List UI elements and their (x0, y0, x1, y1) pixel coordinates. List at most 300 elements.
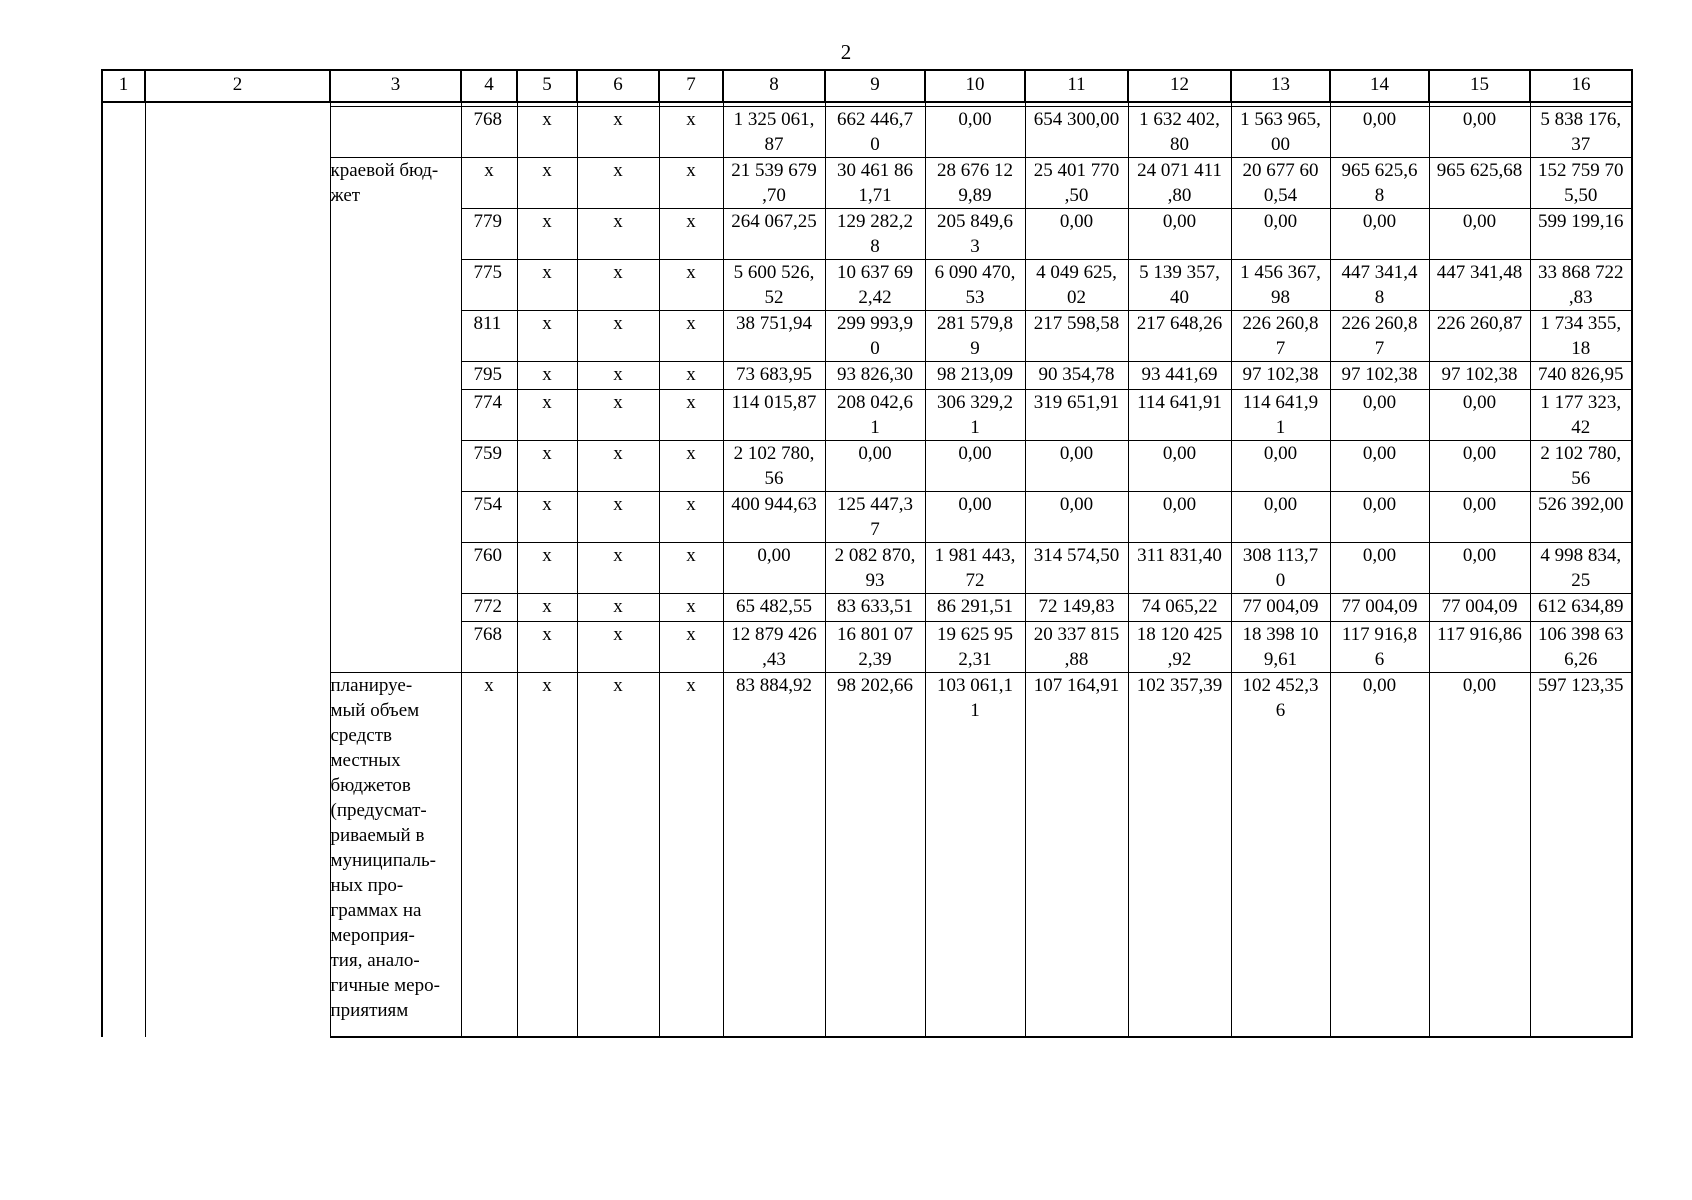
cell-text-line: 0,00 (1362, 392, 1397, 413)
cell-text-line: 18 120 425 (1136, 624, 1223, 645)
cell-text-line: 12 879 426 (731, 624, 817, 645)
mark-cell: x (577, 260, 659, 311)
value-cell (825, 107, 925, 158)
cell-text-line: 2 102 780, (1540, 443, 1622, 464)
cell-text-line: 1 (970, 417, 980, 438)
value-cell (1025, 492, 1128, 543)
value-cell (723, 622, 825, 673)
code-cell: 774 (461, 390, 517, 441)
cell-text-line: 98 213,09 (937, 364, 1013, 385)
mark-cell: x (517, 441, 577, 492)
cell-text-line: 56 (764, 468, 784, 489)
value-cell (1025, 209, 1128, 260)
value-cell (1429, 622, 1530, 673)
value-cell (925, 492, 1025, 543)
mark-cell: x (517, 209, 577, 260)
value-cell (1429, 158, 1530, 209)
cell-text-line: 18 (1571, 338, 1591, 359)
cell-text-line: 0 (1275, 570, 1286, 591)
cell-text-line: граммах на (330, 900, 422, 921)
column-number: 3 (330, 70, 461, 102)
cell-text-line: риваемый в (330, 825, 425, 846)
value-cell (1128, 362, 1231, 390)
value-cell (825, 260, 925, 311)
value-cell (1530, 441, 1632, 492)
value-cell (1128, 158, 1231, 209)
column-number: 8 (723, 70, 825, 102)
cell-text-line: 77 004,09 (1441, 596, 1518, 617)
cell-text-line: 319 651,91 (1033, 392, 1120, 413)
cell-text-line: 0,00 (1362, 545, 1397, 566)
cell-text-line: 65 482,55 (736, 596, 812, 617)
mark-cell: x (577, 158, 659, 209)
cell-text-line: 106 398 63 (1538, 624, 1624, 645)
cell-text-line: 8 (870, 236, 880, 257)
value-cell (825, 594, 925, 622)
value-cell (1429, 441, 1530, 492)
cell-text-line: 10 637 69 (837, 262, 913, 283)
cell-text-line: 0,00 (1362, 211, 1397, 232)
value-cell (925, 543, 1025, 594)
cell-text-line: 21 539 679 (731, 160, 817, 181)
column-number: 2 (145, 70, 330, 102)
cell-text-line: 0,00 (1462, 675, 1497, 696)
value-cell (1128, 492, 1231, 543)
cell-text-line: 0,00 (1059, 443, 1094, 464)
column-number: 9 (825, 70, 925, 102)
value-cell (1429, 390, 1530, 441)
cell-text-line: 0,00 (1462, 494, 1497, 515)
cell-text-line: 0,00 (1462, 109, 1497, 130)
mark-cell: x (577, 209, 659, 260)
cell-text-line: 7 (870, 519, 880, 540)
value-cell (825, 622, 925, 673)
cell-text-line: 56 (1571, 468, 1591, 489)
value-cell (925, 260, 1025, 311)
value-cell (1429, 311, 1530, 362)
cell-text-line: 87 (764, 134, 784, 155)
cell-text-line: 0,00 (1263, 443, 1298, 464)
value-cell (1025, 594, 1128, 622)
value-cell (925, 441, 1025, 492)
table-body (102, 102, 1632, 1037)
cell-text-line: 599 199,16 (1538, 211, 1624, 232)
value-cell (723, 158, 825, 209)
value-cell (1330, 492, 1429, 543)
cell-text-line: 9,61 (1263, 649, 1298, 670)
value-cell (1025, 107, 1128, 158)
value-cell (723, 390, 825, 441)
mark-cell: x (659, 209, 723, 260)
cell-text-line: 1 177 323, (1540, 392, 1622, 413)
value-cell (723, 311, 825, 362)
code-cell: 754 (461, 492, 517, 543)
mark-cell: x (577, 362, 659, 390)
code-cell: 768 (461, 107, 517, 158)
value-cell (1231, 260, 1330, 311)
funding-source-cell (330, 107, 461, 158)
cell-text-line: 80 (1170, 134, 1189, 155)
cell-text-line: 93 826,30 (837, 364, 913, 385)
cell-text-line: 299 993,9 (837, 313, 913, 334)
cell-text-line: приятиям (330, 1000, 409, 1021)
cell-text-line: 6 090 470, (934, 262, 1016, 283)
value-cell (1330, 158, 1429, 209)
value-cell (1330, 390, 1429, 441)
value-cell (1330, 311, 1429, 362)
cell-text-line: 740 826,95 (1538, 364, 1624, 385)
cell-text-line: 114 015,87 (731, 392, 817, 413)
funding-source-cell (330, 673, 461, 1038)
cell-text-line: ,83 (1568, 287, 1593, 308)
value-cell (723, 107, 825, 158)
cell-text-line: ,43 (762, 649, 786, 670)
value-cell (1128, 673, 1231, 1038)
cell-text-line: средств (330, 725, 392, 746)
value-cell (723, 673, 825, 1038)
value-cell (1530, 107, 1632, 158)
cell-text-line: мый объем (330, 700, 420, 721)
value-cell (825, 311, 925, 362)
mark-cell: x (659, 158, 723, 209)
cell-text-line: 9,89 (958, 185, 992, 206)
cell-text-line: 37 (1571, 134, 1591, 155)
cell-text-line: 0,00 (1362, 675, 1397, 696)
value-cell (925, 209, 1025, 260)
cell-text-line: 0,00 (1362, 443, 1397, 464)
cell-text-line: 965 625,6 (1341, 160, 1418, 181)
cell-text-line: 281 579,8 (937, 313, 1013, 334)
name-cell (145, 107, 330, 1038)
mark-cell: x (577, 390, 659, 441)
mark-cell: x (659, 390, 723, 441)
cell-text-line: 93 441,69 (1141, 364, 1218, 385)
column-number-row (102, 70, 1632, 102)
cell-text-line: 98 (1271, 287, 1290, 308)
column-number: 12 (1128, 70, 1231, 102)
value-cell (1025, 441, 1128, 492)
value-cell (1530, 390, 1632, 441)
cell-text-line: 6 (1374, 649, 1385, 670)
mark-cell: x (659, 594, 723, 622)
value-cell (1025, 260, 1128, 311)
value-cell (1330, 362, 1429, 390)
cell-text-line: 7 (1374, 338, 1385, 359)
value-cell (1231, 594, 1330, 622)
cell-text-line: ,88 (1064, 649, 1089, 670)
cell-text-line: 1 981 443, (934, 545, 1016, 566)
cell-text-line: 93 (865, 570, 885, 591)
value-cell (1330, 622, 1429, 673)
cell-text-line: 226 260,8 (1341, 313, 1418, 334)
cell-text-line: 5 838 176, (1540, 109, 1622, 130)
value-cell (723, 543, 825, 594)
value-cell (825, 492, 925, 543)
value-cell (925, 594, 1025, 622)
cell-text-line: 129 282,2 (837, 211, 913, 232)
cell-text-line: 102 452,3 (1242, 675, 1319, 696)
cell-text-line: 02 (1067, 287, 1086, 308)
value-cell (1429, 673, 1530, 1038)
cell-text-line: 0,00 (1162, 494, 1197, 515)
cell-text-line: 526 392,00 (1538, 494, 1624, 515)
value-cell (1025, 622, 1128, 673)
value-cell (925, 158, 1025, 209)
cell-text-line: 40 (1170, 287, 1189, 308)
cell-text-line: 314 574,50 (1033, 545, 1120, 566)
value-cell (1530, 209, 1632, 260)
cell-text-line: 8 (1374, 287, 1385, 308)
cell-text-line: 1 (1275, 417, 1286, 438)
value-cell (1429, 107, 1530, 158)
value-cell (1025, 673, 1128, 1038)
cell-text-line: 97 102,38 (1242, 364, 1319, 385)
cell-text-line: 1 563 965, (1240, 109, 1321, 130)
cell-text-line: 97 102,38 (1441, 364, 1518, 385)
mark-cell: x (577, 107, 659, 158)
value-cell (1128, 622, 1231, 673)
mark-cell: x (659, 543, 723, 594)
budget-table (101, 69, 1633, 1038)
cell-text-line: 3 (970, 236, 980, 257)
cell-text-line: 24 071 411 (1137, 160, 1222, 181)
code-cell: 795 (461, 362, 517, 390)
value-cell (1530, 158, 1632, 209)
value-cell (1530, 543, 1632, 594)
cell-text-line: 1 (870, 417, 880, 438)
funding-source-cell (330, 158, 461, 673)
cell-text-line: 1 632 402, (1139, 109, 1220, 130)
cell-text-line: гичные меро- (330, 975, 440, 996)
cell-text-line: 311 831,40 (1137, 545, 1222, 566)
mark-cell: x (577, 543, 659, 594)
column-number: 11 (1025, 70, 1128, 102)
cell-text-line: 1 456 367, (1240, 262, 1321, 283)
cell-text-line: 33 868 722 (1538, 262, 1624, 283)
cell-text-line: 0,00 (1462, 211, 1497, 232)
mark-cell: x (517, 260, 577, 311)
cell-text-line: местных (330, 750, 401, 771)
cell-text-line: 264 067,25 (731, 211, 817, 232)
cell-text-line: 53 (965, 287, 985, 308)
value-cell (1330, 107, 1429, 158)
value-cell (1231, 311, 1330, 362)
value-cell (1530, 362, 1632, 390)
cell-text-line: планируе- (330, 675, 413, 696)
value-cell (1128, 209, 1231, 260)
mark-cell: x (659, 673, 723, 1038)
cell-text-line: 0,00 (1162, 211, 1197, 232)
cell-text-line: 2 102 780, (733, 443, 815, 464)
value-cell (925, 390, 1025, 441)
value-cell (1231, 543, 1330, 594)
value-cell (1330, 543, 1429, 594)
cell-text-line: 2,42 (858, 287, 892, 308)
value-cell (1231, 158, 1330, 209)
cell-text-line: 0,00 (1263, 494, 1298, 515)
cell-text-line: 152 759 70 (1538, 160, 1624, 181)
cell-text-line: 8 (1374, 185, 1385, 206)
code-cell: 760 (461, 543, 517, 594)
value-cell (1231, 622, 1330, 673)
value-cell (1530, 622, 1632, 673)
cell-text-line: 308 113,7 (1242, 545, 1319, 566)
cell-text-line: 73 683,95 (736, 364, 812, 385)
code-cell: 772 (461, 594, 517, 622)
mark-cell: x (517, 158, 577, 209)
mark-cell: x (577, 492, 659, 543)
value-cell (723, 260, 825, 311)
column-number: 1 (102, 70, 145, 102)
cell-text-line: 306 329,2 (937, 392, 1013, 413)
cell-text-line: 125 447,3 (837, 494, 913, 515)
value-cell (1429, 362, 1530, 390)
column-number: 10 (925, 70, 1025, 102)
cell-text-line: 0,00 (1059, 494, 1094, 515)
cell-text-line: 1 325 061, (733, 109, 815, 130)
value-cell (723, 594, 825, 622)
cell-text-line: муниципаль- (330, 850, 436, 871)
cell-text-line: 205 849,6 (937, 211, 1013, 232)
mark-cell: x (517, 594, 577, 622)
code-cell: 775 (461, 260, 517, 311)
mark-cell: x (659, 622, 723, 673)
cell-text-line: 1 734 355, (1540, 313, 1622, 334)
cell-text-line: 226 260,8 (1242, 313, 1319, 334)
value-cell (1128, 441, 1231, 492)
table-row (102, 158, 1632, 209)
value-cell (723, 441, 825, 492)
cell-text-line: 5 139 357, (1139, 262, 1220, 283)
cell-text-line: 86 291,51 (937, 596, 1013, 617)
cell-text-line: мероприя- (330, 925, 415, 946)
cell-text-line: 0,00 (1462, 545, 1497, 566)
code-cell: x (461, 158, 517, 209)
mark-cell: x (517, 311, 577, 362)
cell-text-line: 30 461 86 (837, 160, 913, 181)
mark-cell: x (517, 543, 577, 594)
code-cell: 768 (461, 622, 517, 673)
cell-text-line: 0,00 (858, 443, 892, 464)
cell-text-line: 117 916,8 (1341, 624, 1418, 645)
value-cell (825, 209, 925, 260)
value-cell (825, 673, 925, 1038)
cell-text-line: 447 341,48 (1436, 262, 1523, 283)
row-number-cell (102, 107, 145, 1038)
code-cell: 779 (461, 209, 517, 260)
value-cell (1025, 390, 1128, 441)
cell-text-line: ных про- (330, 875, 404, 896)
page-number: 2 (840, 40, 852, 64)
cell-text-line: ,70 (762, 185, 786, 206)
cell-text-line: 0,00 (1362, 494, 1397, 515)
cell-text-line: 1,71 (858, 185, 892, 206)
cell-text-line: 208 042,6 (837, 392, 913, 413)
cell-text-line: ,92 (1167, 649, 1192, 670)
cell-text-line: 965 625,68 (1436, 160, 1523, 181)
cell-text-line: 1 (970, 700, 980, 721)
cell-text-line: бюджетов (330, 775, 411, 796)
code-cell: 811 (461, 311, 517, 362)
value-cell (925, 622, 1025, 673)
value-cell (1530, 311, 1632, 362)
cell-text-line: 00 (1271, 134, 1290, 155)
value-cell (825, 441, 925, 492)
mark-cell: x (577, 594, 659, 622)
cell-text-line: 25 (1571, 570, 1591, 591)
cell-text-line: 612 634,89 (1538, 596, 1624, 617)
cell-text-line: 0,00 (958, 494, 992, 515)
cell-text-line: тия, анало- (330, 950, 420, 971)
value-cell (1025, 362, 1128, 390)
value-cell (925, 107, 1025, 158)
mark-cell: x (517, 362, 577, 390)
mark-cell: x (517, 673, 577, 1038)
value-cell (1330, 673, 1429, 1038)
value-cell (1231, 362, 1330, 390)
cell-text-line: 117 916,86 (1437, 624, 1522, 645)
value-cell (825, 362, 925, 390)
cell-text-line: 114 641,9 (1242, 392, 1319, 413)
mark-cell: x (659, 260, 723, 311)
cell-text-line: 7 (1275, 338, 1286, 359)
value-cell (1530, 492, 1632, 543)
table-row (102, 107, 1632, 158)
cell-text-line: ,80 (1167, 185, 1192, 206)
cell-text-line: 83 633,51 (837, 596, 913, 617)
cell-text-line: 2,31 (958, 649, 992, 670)
cell-text-line: 4 998 834, (1540, 545, 1622, 566)
table-row (102, 673, 1632, 1038)
mark-cell: x (659, 107, 723, 158)
value-cell (1330, 441, 1429, 492)
column-number: 16 (1530, 70, 1632, 102)
cell-text-line: жет (330, 185, 361, 206)
value-cell (825, 543, 925, 594)
mark-cell: x (517, 107, 577, 158)
cell-text-line: 20 677 60 (1242, 160, 1319, 181)
cell-text-line: 114 641,91 (1137, 392, 1222, 413)
value-cell (925, 311, 1025, 362)
cell-text-line: 5,50 (1564, 185, 1598, 206)
mark-cell: x (659, 362, 723, 390)
cell-text-line: 2 082 870, (834, 545, 916, 566)
value-cell (1429, 543, 1530, 594)
value-cell (1025, 311, 1128, 362)
cell-text-line: 19 625 95 (937, 624, 1013, 645)
value-cell (1128, 390, 1231, 441)
value-cell (1231, 390, 1330, 441)
cell-text-line: 400 944,63 (731, 494, 817, 515)
cell-text-line: 217 648,26 (1136, 313, 1223, 334)
cell-text-line: 52 (764, 287, 784, 308)
value-cell (1330, 594, 1429, 622)
cell-text-line: 72 149,83 (1038, 596, 1115, 617)
column-number: 6 (577, 70, 659, 102)
mark-cell: x (517, 492, 577, 543)
mark-cell: x (577, 441, 659, 492)
cell-text-line: 97 102,38 (1341, 364, 1418, 385)
value-cell (1128, 311, 1231, 362)
value-cell (1429, 594, 1530, 622)
code-cell: x (461, 673, 517, 1038)
cell-text-line: 6 (1275, 700, 1286, 721)
mark-cell: x (659, 311, 723, 362)
value-cell (1231, 673, 1330, 1038)
cell-text-line: 447 341,4 (1341, 262, 1418, 283)
value-cell (1128, 260, 1231, 311)
value-cell (1429, 209, 1530, 260)
